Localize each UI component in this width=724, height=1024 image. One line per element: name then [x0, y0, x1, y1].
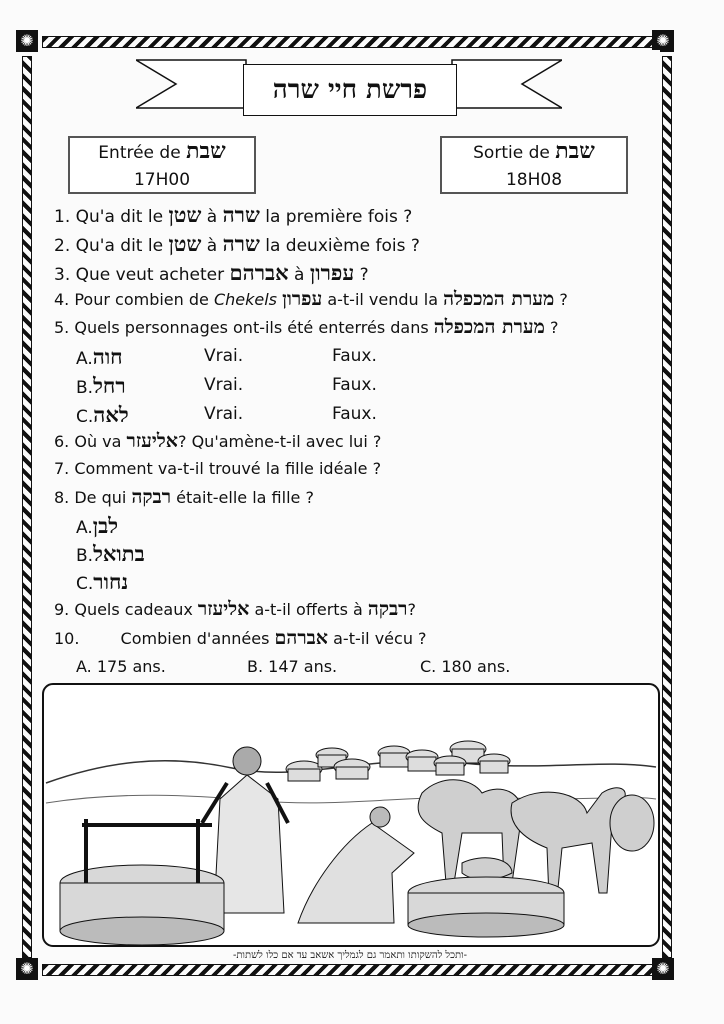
question-text: 4. Pour combien de: [54, 290, 209, 309]
question-text: à: [206, 207, 218, 227]
question-text: 6. Où va: [54, 432, 122, 451]
hebrew-name: שרה: [222, 202, 260, 227]
question-text: ? Qu'amène-t-il avec lui ?: [178, 432, 382, 451]
hebrew-name: מערת המכפלה: [433, 316, 545, 338]
scene-caption: -ותכל להשקותו ותאמר גם לגמליך אשאב עד אם כלו לשתות-: [232, 950, 468, 961]
question-text: Chekels: [213, 290, 278, 309]
hebrew-name: אברהם: [229, 260, 289, 285]
question-text: 5. Quels personnages ont-ils été enterrés dans: [54, 318, 429, 337]
exit-label: Sortie de: [473, 143, 550, 163]
question-6: [54, 430, 381, 453]
question-2: [54, 231, 420, 257]
exit-hebrew: שבת: [555, 138, 595, 164]
q8-option-b[interactable]: [76, 541, 145, 567]
shabbat-exit-box: [440, 136, 628, 194]
option-letter: A.: [76, 518, 93, 538]
question-text: ?: [359, 265, 369, 285]
question-text: a-t-il vendu la: [327, 290, 439, 309]
hebrew-name: בתואל: [93, 541, 145, 566]
hebrew-name: לבן: [92, 513, 119, 538]
false-choice[interactable]: Faux.: [332, 346, 377, 366]
question-10: [54, 627, 427, 650]
hebrew-name: עפרון: [282, 288, 323, 310]
true-choice[interactable]: Vrai.: [204, 346, 244, 366]
q5-option-b: [76, 373, 126, 399]
question-7: [54, 459, 381, 478]
question-text: la deuxième fois ?: [265, 236, 420, 256]
question-text: 3. Que veut acheter: [54, 265, 225, 285]
frame-top-border: [42, 36, 656, 48]
frame-left-border: [22, 56, 32, 958]
question-text: Combien d'années: [120, 629, 270, 648]
corner-ornament-icon: ✺: [16, 958, 38, 980]
hebrew-name: שטן: [168, 231, 202, 256]
corner-ornament-icon: ✺: [16, 30, 38, 52]
hebrew-name: רבקה: [367, 598, 408, 620]
question-text: 7. Comment va-t-il trouvé la fille idéale ?: [54, 459, 382, 478]
question-text: ?: [550, 318, 559, 337]
question-number: 10.: [54, 629, 80, 648]
q8-option-c[interactable]: [76, 569, 128, 595]
false-choice[interactable]: Faux.: [332, 404, 377, 424]
exit-time: 18H08: [505, 170, 563, 190]
question-9: [54, 598, 416, 621]
question-1: [54, 202, 412, 228]
q8-option-a[interactable]: [76, 513, 118, 539]
hebrew-name: נחור: [93, 569, 129, 594]
hebrew-name: שטן: [168, 202, 202, 227]
question-text: 8. De qui: [54, 488, 127, 507]
hebrew-name: אליעזר: [197, 598, 250, 620]
q10-option-b[interactable]: B. 147 ans.: [247, 657, 338, 676]
hebrew-name: מערת המכפלה: [443, 288, 555, 310]
hebrew-name: עפרון: [309, 260, 355, 285]
question-text: a-t-il vécu ?: [333, 629, 427, 648]
q10-option-c[interactable]: C. 180 ans.: [420, 657, 511, 676]
hebrew-name: רבקה: [131, 486, 172, 508]
q5-option-c: [76, 402, 129, 428]
frame-bottom-border: [42, 964, 656, 976]
hebrew-name: אברהם: [274, 627, 329, 649]
question-text: a-t-il offerts à: [254, 600, 363, 619]
frame-right-border: [662, 56, 672, 958]
question-8: [54, 486, 314, 509]
option-letter: B.: [76, 378, 94, 398]
question-text: ?: [407, 600, 416, 619]
page-title: פרשת חיי שרה: [243, 64, 457, 116]
question-text: était-elle la fille ?: [176, 488, 314, 507]
true-choice[interactable]: Vrai.: [204, 404, 244, 424]
question-text: à: [294, 265, 305, 285]
q10-option-a[interactable]: A. 175 ans.: [76, 657, 166, 676]
option-letter: C.: [76, 574, 94, 594]
question-text: 1. Qu'a dit le: [54, 207, 164, 227]
corner-ornament-icon: ✺: [652, 958, 674, 980]
entry-hebrew: שבת: [186, 138, 226, 164]
false-choice[interactable]: Faux.: [332, 375, 377, 395]
entry-label: Entrée de: [98, 143, 181, 163]
question-text: 9. Quels cadeaux: [54, 600, 193, 619]
corner-ornament-icon: ✺: [652, 30, 674, 52]
option-letter: A.: [76, 349, 93, 369]
question-text: la première fois ?: [265, 207, 413, 227]
question-text: à: [206, 236, 218, 256]
option-letter: B.: [76, 546, 94, 566]
shabbat-entry-box: [68, 136, 256, 194]
q5-option-a: [76, 344, 123, 370]
hebrew-name: אליעזר: [126, 430, 178, 452]
entry-time: 17H00: [133, 170, 191, 190]
question-3: [54, 260, 369, 286]
question-5: [54, 316, 559, 339]
question-text: ?: [559, 290, 568, 309]
hebrew-name: רחל: [93, 373, 126, 398]
question-4: [54, 288, 568, 311]
true-choice[interactable]: Vrai.: [204, 375, 244, 395]
hebrew-name: לאה: [93, 402, 129, 427]
hebrew-name: שרה: [222, 231, 260, 256]
well-scene-illustration: [42, 683, 660, 947]
option-letter: C.: [76, 407, 94, 427]
question-text: 2. Qu'a dit le: [54, 236, 164, 256]
hebrew-name: חוה: [92, 344, 123, 369]
